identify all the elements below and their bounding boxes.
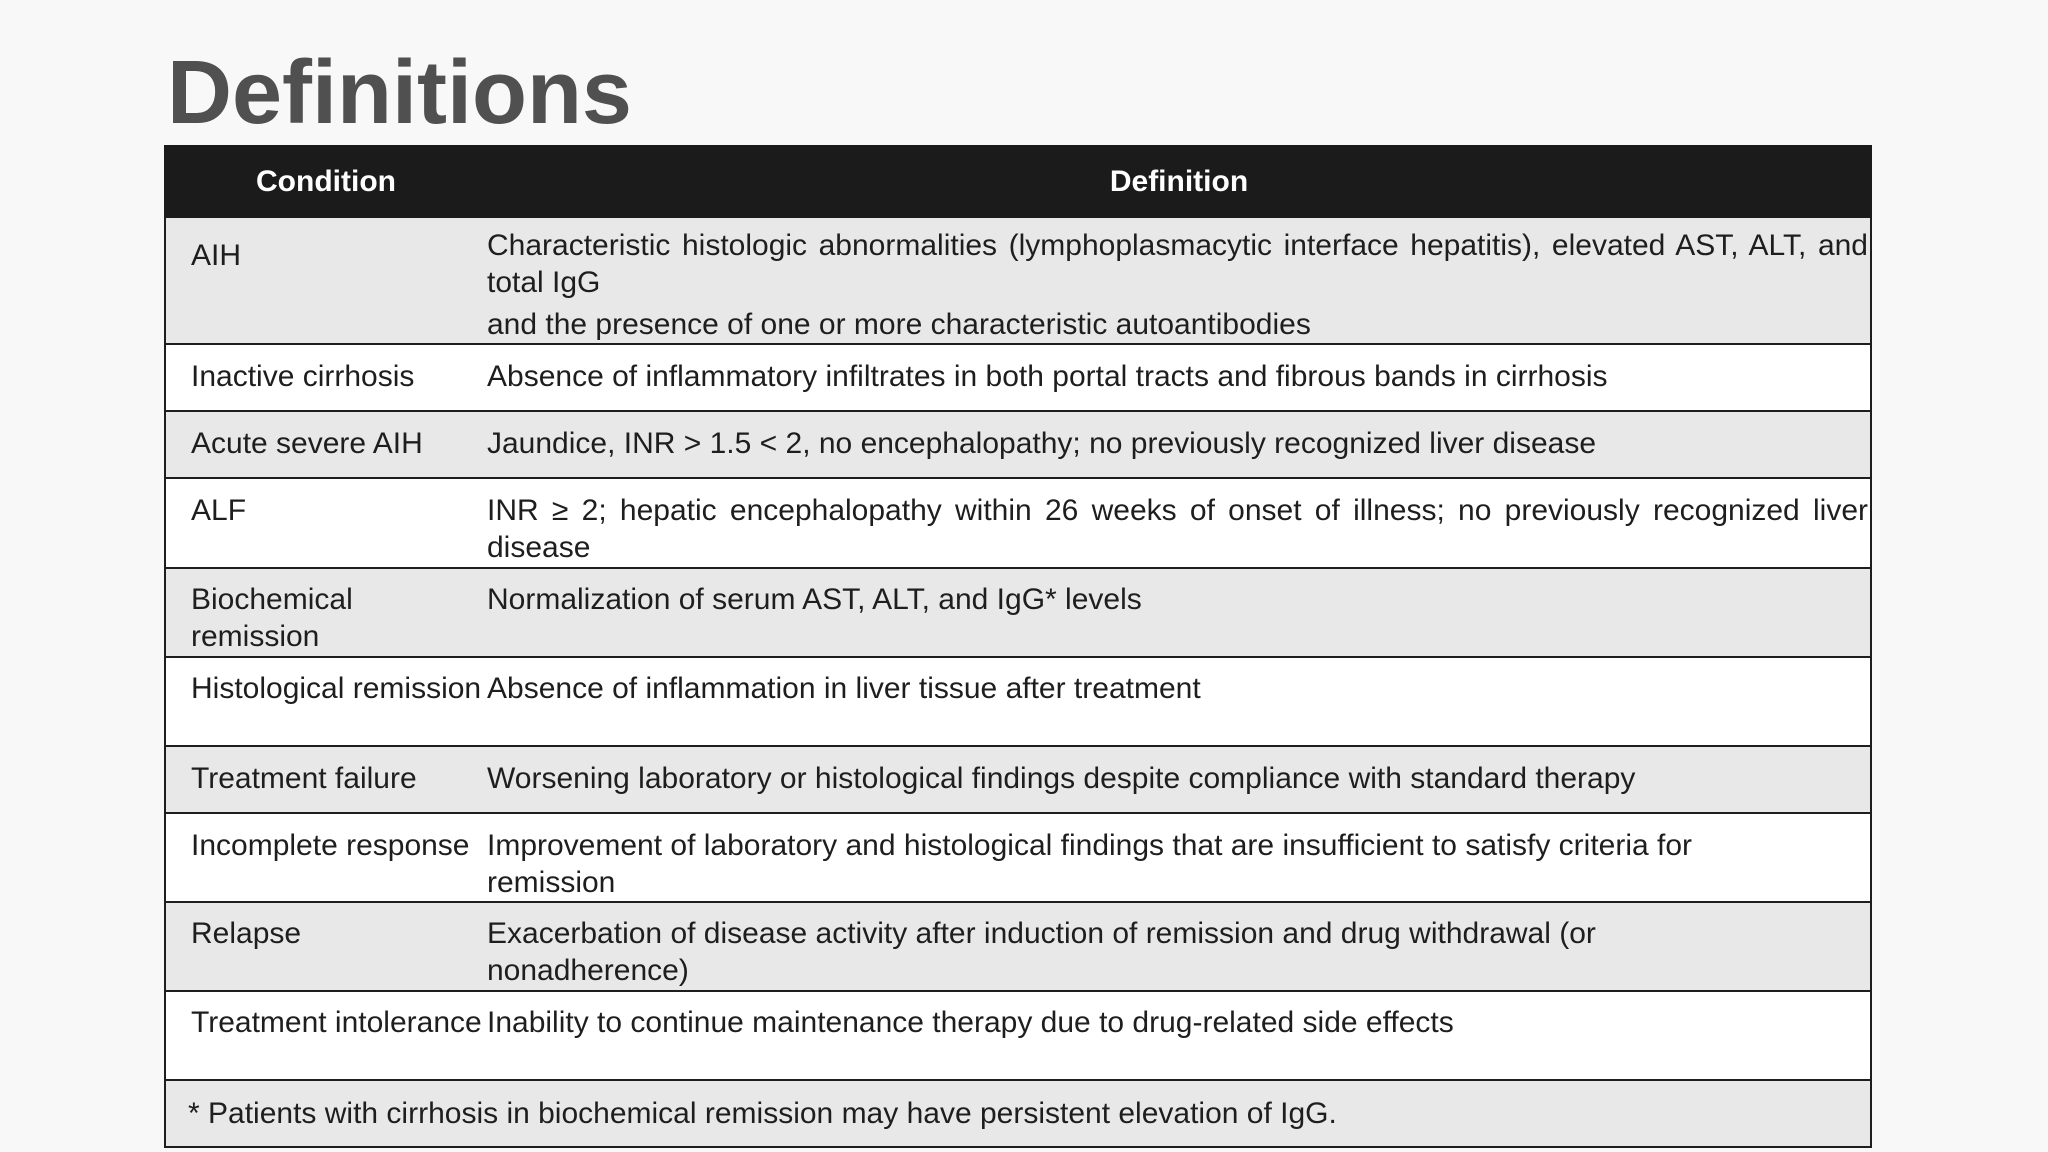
condition-cell (165, 657, 487, 746)
footnote-cell (165, 1080, 1871, 1147)
definition-text: Inability to continue maintenance therapy due to drug-related side effects (487, 1006, 1454, 1039)
table-row (165, 217, 1871, 344)
condition-cell (165, 568, 487, 657)
condition-cell (165, 746, 487, 813)
column-header-definition: Definition (487, 146, 1871, 217)
definition-cell (487, 991, 1871, 1080)
column-header-condition: Condition (165, 146, 487, 217)
condition-label: ALF (191, 494, 247, 527)
definition-text: INR ≥ 2; hepatic encephalopathy within 26 weeks of onset of illness; no previously recognized liver disease (487, 494, 1868, 564)
definition-cell (487, 344, 1871, 411)
definition-cell (487, 411, 1871, 478)
condition-label: Biochemical remission (191, 583, 353, 653)
definition-cell (487, 217, 1871, 344)
definition-cell (487, 902, 1871, 991)
table-row (165, 813, 1871, 902)
table-row (165, 991, 1871, 1080)
table-row (165, 902, 1871, 991)
definition-text: Absence of inflammation in liver tissue after treatment (487, 672, 1201, 705)
definition-text: and the presence of one or more characteristic autoantibodies (487, 308, 1311, 341)
table-row (165, 344, 1871, 411)
header-row (165, 146, 1871, 217)
table-row (165, 657, 1871, 746)
definition-text: Exacerbation of disease activity after induction of remission and drug withdrawal (or nonadherence) (487, 917, 1596, 987)
footnote-row (165, 1080, 1871, 1147)
definition-text: Absence of inflammatory infiltrates in both portal tracts and fibrous bands in cirrhosis (487, 360, 1608, 393)
condition-label: Histological remission (191, 672, 482, 705)
definition-text: Normalization of serum AST, ALT, and IgG* levels (487, 583, 1142, 616)
condition-cell (165, 902, 487, 991)
condition-cell (165, 478, 487, 568)
condition-label: Acute severe AIH (191, 427, 423, 460)
condition-label: Treatment failure (191, 762, 417, 795)
condition-label: Inactive cirrhosis (191, 360, 415, 393)
definition-text: Improvement of laboratory and histological findings that are insufficient to satisfy criteria for remission (487, 829, 1693, 899)
definition-text: Worsening laboratory or histological findings despite compliance with standard therapy (487, 762, 1636, 795)
condition-cell (165, 991, 487, 1080)
definition-cell (487, 813, 1871, 902)
definition-cell (487, 568, 1871, 657)
condition-cell (165, 217, 487, 344)
definition-cell (487, 657, 1871, 746)
condition-cell (165, 344, 487, 411)
definition-cell (487, 746, 1871, 813)
definition-text: Jaundice, INR > 1.5 < 2, no encephalopathy; no previously recognized liver disease (487, 427, 1597, 460)
footnote-text: * Patients with cirrhosis in biochemical remission may have persistent elevation of IgG. (188, 1097, 1337, 1130)
table-header (165, 146, 1871, 217)
condition-cell (165, 411, 487, 478)
definition-cell (487, 478, 1871, 568)
table-row (165, 478, 1871, 568)
condition-label: Treatment intolerance (191, 1006, 482, 1039)
definition-text: Characteristic histologic abnormalities (lymphoplasmacytic interface hepatitis), elevated AST, ALT, and total IgG (487, 229, 1868, 299)
condition-label: Incomplete response (191, 829, 470, 862)
table-row (165, 411, 1871, 478)
page-title: Definitions (167, 43, 632, 143)
condition-label: AIH (191, 239, 242, 272)
table-row (165, 568, 1871, 657)
table-row (165, 746, 1871, 813)
definitions-table (164, 145, 1872, 1148)
condition-cell (165, 813, 487, 902)
condition-label: Relapse (191, 917, 302, 950)
